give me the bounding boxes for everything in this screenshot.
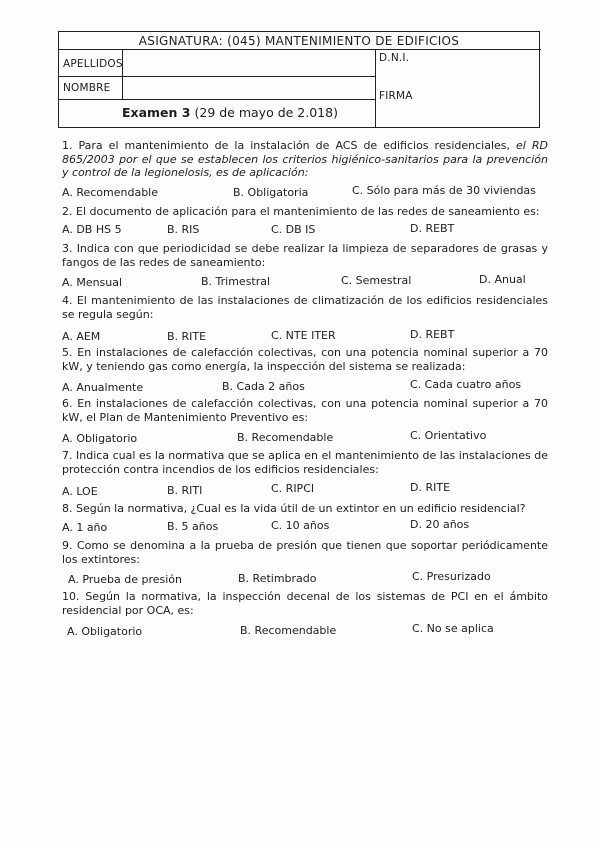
question-9: 9. Como se denomina a la prueba de presión que tienen que soportar periódicamente los extintores: bbox=[62, 539, 548, 566]
question-5-option-a: A. Anualmente bbox=[62, 381, 144, 394]
question-1-option-c: C. Sólo para más de 30 viviendas bbox=[352, 184, 536, 197]
question-6-option-b: B. Recomendable bbox=[237, 431, 334, 444]
question-8-option-b: B. 5 años bbox=[167, 520, 219, 533]
question-10: 10. Según la normativa, la inspección decenal de los sistemas de PCI en el ámbito residencial por OCA, es: bbox=[62, 590, 548, 617]
header-table bbox=[58, 31, 540, 128]
question-4-option-a: A. AEM bbox=[62, 330, 101, 343]
question-4: 4. El mantenimiento de las instalaciones de climatización de los edificios residenciales se regula según: bbox=[62, 294, 548, 321]
question-5: 5. En instalaciones de calefacción colectivas, con una potencia nominal superior a 70 kW, y teniendo gas como energía, la inspección del sistema se realizada: bbox=[62, 346, 548, 373]
question-5-option-b: B. Cada 2 años bbox=[222, 380, 305, 393]
question-8-option-d: D. 20 años bbox=[410, 518, 470, 531]
question-10-option-c: C. No se aplica bbox=[412, 622, 494, 635]
question-6-option-a: A. Obligatorio bbox=[62, 432, 138, 445]
question-2-option-d: D. REBT bbox=[410, 222, 455, 235]
question-9-option-a: A. Prueba de presión bbox=[68, 573, 183, 586]
question-4-option-c: C. NTE ITER bbox=[271, 329, 336, 342]
exam-date: (29 de mayo de 2.018) bbox=[194, 105, 338, 120]
question-9-option-c: C. Presurizado bbox=[412, 570, 491, 583]
question-2-option-c: C. DB IS bbox=[271, 223, 316, 236]
question-4-option-d: D. REBT bbox=[410, 328, 455, 341]
question-8-option-c: C. 10 años bbox=[271, 519, 330, 532]
question-3: 3. Indica con que periodicidad se debe realizar la limpieza de separadores de grasas y fangos de las redes de saneamiento: bbox=[62, 242, 548, 269]
question-3-option-d: D. Anual bbox=[479, 273, 526, 286]
apellidos-label: APELLIDOS bbox=[63, 58, 123, 70]
dni-label: D.N.I. bbox=[379, 52, 410, 64]
question-3-option-a: A. Mensual bbox=[62, 276, 123, 289]
question-7: 7. Indica cual es la normativa que se aplica en el mantenimiento de las instalaciones de protección contra incendios de los edificios residenciales: bbox=[62, 449, 548, 476]
question-7-option-c: C. RIPCI bbox=[271, 482, 315, 495]
firma-label: FIRMA bbox=[379, 90, 413, 102]
question-1-option-b: B. Obligatoria bbox=[233, 186, 309, 199]
subject-title: ASIGNATURA: (045) MANTENIMIENTO DE EDIFICIOS bbox=[138, 34, 460, 48]
question-6-option-c: C. Orientativo bbox=[410, 429, 487, 442]
question-10-option-a: A. Obligatorio bbox=[67, 625, 143, 638]
question-2-option-a: A. DB HS 5 bbox=[62, 223, 122, 236]
question-2: 2. El documento de aplicación para el mantenimiento de las redes de saneamiento es: bbox=[62, 205, 540, 218]
question-5-option-c: C. Cada cuatro años bbox=[410, 378, 522, 391]
question-8: 8. Según la normativa, ¿Cual es la vida útil de un extintor en un edificio residencial? bbox=[62, 502, 526, 515]
question-4-option-b: B. RITE bbox=[167, 330, 207, 343]
exam-label: Examen 3 bbox=[122, 105, 191, 120]
question-9-option-b: B. Retimbrado bbox=[238, 572, 317, 585]
question-1-option-a: A. Recomendable bbox=[62, 186, 159, 199]
question-1-text: 1. Para el mantenimiento de la instalación de ACS de edificios residenciales, bbox=[62, 139, 517, 152]
nombre-label: NOMBRE bbox=[63, 82, 111, 94]
question-1-italic-text: el RD 865/2003 por el que se establecen los criterios higiénico-sanitarios para la prevención y control de la legionelosis, es de aplicación: bbox=[62, 139, 548, 180]
question-7-option-d: D. RITE bbox=[410, 481, 451, 494]
question-7-option-b: B. RITI bbox=[167, 484, 203, 497]
question-10-option-b: B. Recomendable bbox=[240, 624, 337, 637]
exam-heading bbox=[122, 105, 338, 120]
question-1 bbox=[62, 139, 548, 180]
question-6: 6. En instalaciones de calefacción colectivas, con una potencia nominal superior a 70 kW, el Plan de Mantenimiento Preventivo es: bbox=[62, 397, 548, 424]
question-2-option-b: B. RIS bbox=[167, 223, 200, 236]
question-7-option-a: A. LOE bbox=[62, 485, 98, 498]
question-3-option-c: C. Semestral bbox=[341, 274, 412, 287]
question-3-option-b: B. Trimestral bbox=[201, 275, 271, 288]
question-8-option-a: A. 1 año bbox=[62, 521, 108, 534]
